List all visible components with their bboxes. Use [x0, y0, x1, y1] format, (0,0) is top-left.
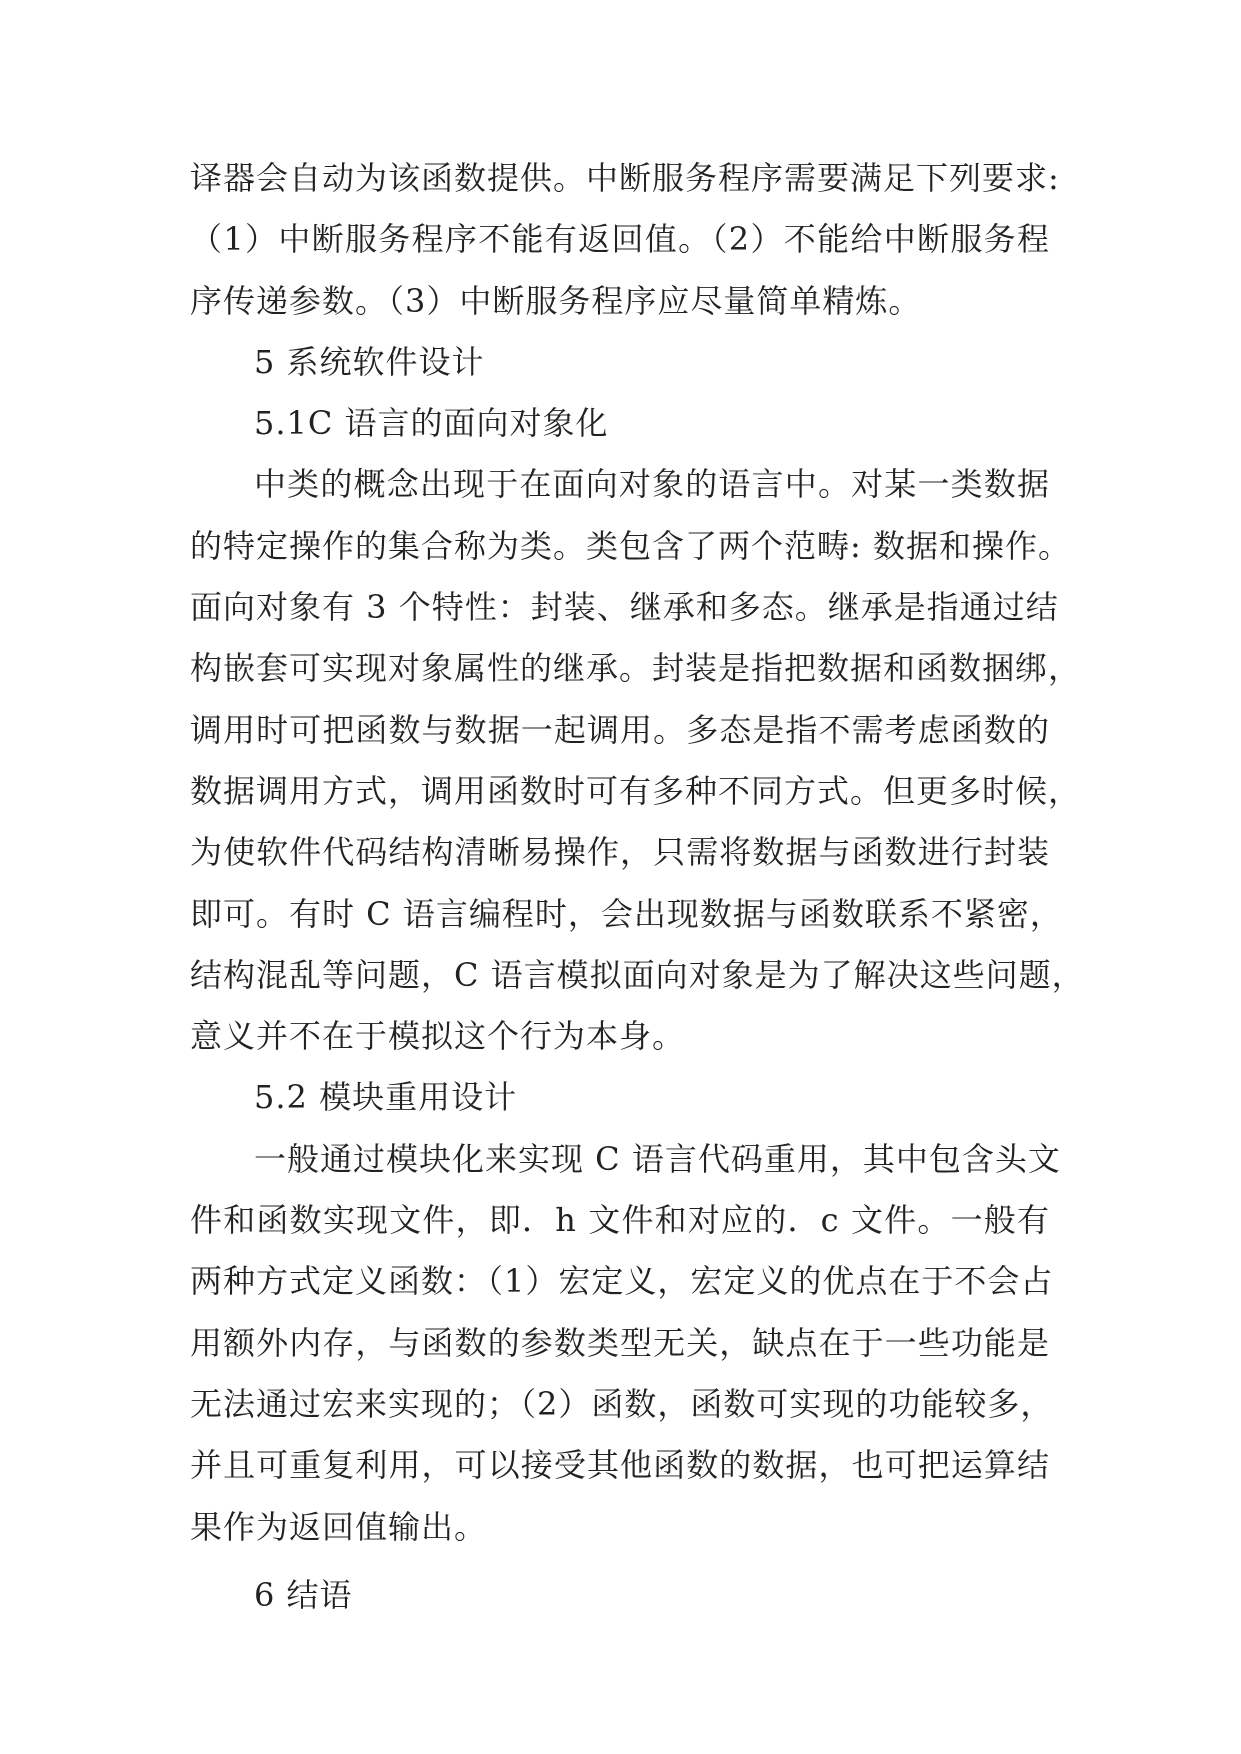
text-line: 果作为返回值输出。 — [190, 1507, 488, 1546]
text-line: 并且可重复利用，可以接受其他函数的数据，也可把运算结 — [190, 1446, 1050, 1485]
section-heading-5-2: 5.2 模块重用设计 — [254, 1078, 518, 1117]
text-line: 调用时可把函数与数据一起调用。多态是指不需考虑函数的 — [190, 710, 1050, 749]
text-line: 结构混乱等问题，C 语言模拟面向对象是为了解决这些问题， — [190, 955, 1085, 994]
text-line: 件和函数实现文件，即．h 文件和对应的．c 文件。一般有 — [190, 1201, 1050, 1240]
text-line: 面向对象有 3 个特性：封装、继承和多态。继承是指通过结 — [190, 588, 1059, 627]
text-line: （1）中断服务程序不能有返回值。（2）不能给中断服务程 — [190, 220, 1050, 259]
text-line: 即可。有时 C 语言编程时，会出现数据与函数联系不紧密， — [190, 894, 1063, 933]
text-line: 无法通过宏来实现的；（2）函数，函数可实现的功能较多， — [190, 1384, 1054, 1423]
text-line: 译器会自动为该函数提供。中断服务程序需要满足下列要求: — [190, 159, 1060, 197]
paragraph-interrupt-requirements — [190, 148, 1060, 332]
text-line: 意义并不在于模拟这个行为本身。 — [190, 1017, 686, 1056]
paragraph-object-oriented-c — [190, 454, 1085, 1067]
text-line: 中类的概念出现于在面向对象的语言中。对某一类数据 — [254, 465, 1050, 504]
text-line: 用额外内存，与函数的参数类型无关，缺点在于一些功能是 — [190, 1323, 1050, 1362]
paragraph-module-reuse — [190, 1129, 1061, 1558]
section-heading-5: 5 系统软件设计 — [254, 342, 485, 381]
text-line: 序传递参数。（3）中断服务程序应尽量简单精炼。 — [190, 281, 922, 320]
section-heading-5-1: 5.1C 语言的面向对象化 — [254, 404, 609, 443]
spacer — [190, 1558, 1050, 1565]
text-line: 构嵌套可实现对象属性的继承。封装是指把数据和函数捆绑， — [190, 649, 1082, 688]
text-line: 的特定操作的集合称为类。类包含了两个范畴: 数据和操作。 — [190, 526, 1071, 565]
text-line: 为使软件代码结构清晰易操作，只需将数据与函数进行封装 — [190, 833, 1050, 872]
text-line: 数据调用方式，调用函数时可有多种不同方式。但更多时候， — [190, 771, 1082, 810]
text-line: 一般通过模块化来实现 C 语言代码重用，其中包含头文 — [254, 1139, 1061, 1178]
document-page — [190, 148, 1085, 1626]
section-heading-6: 6 结语 — [254, 1575, 353, 1614]
text-line: 两种方式定义函数：（1）宏定义，宏定义的优点在于不会占 — [190, 1262, 1054, 1301]
